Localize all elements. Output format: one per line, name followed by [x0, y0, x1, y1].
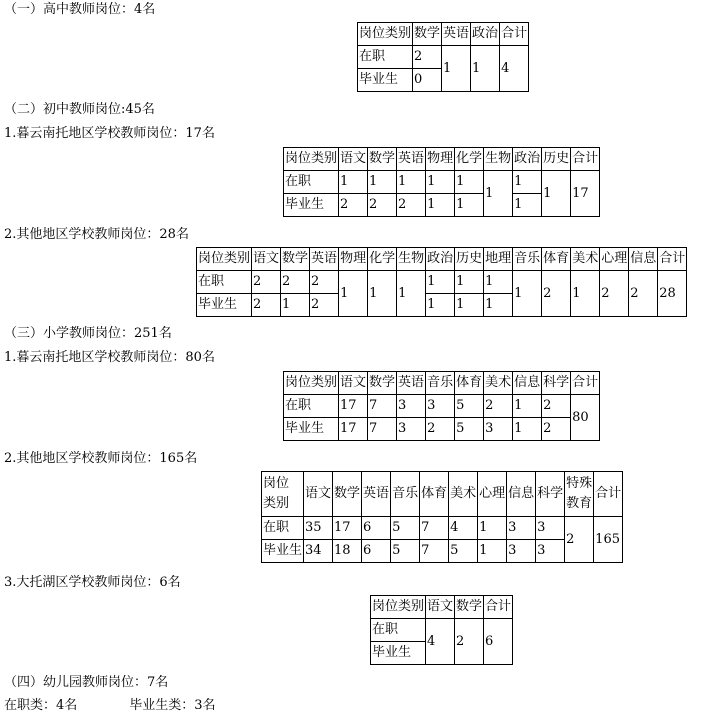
cell: 17	[339, 418, 368, 441]
table-junior-muyun	[283, 147, 600, 217]
header-subject: 英语	[442, 23, 471, 46]
header-category-line2: 类别	[263, 496, 290, 511]
cell: 1	[513, 418, 542, 441]
table-row	[358, 23, 529, 46]
header-subject: 历史	[542, 148, 571, 171]
row-label-grad: 毕业生	[358, 69, 413, 92]
cell: 1	[484, 294, 513, 317]
cell: 5	[449, 540, 478, 563]
cell: 1	[281, 294, 310, 317]
cell: 0	[413, 69, 442, 92]
cell: 6	[362, 540, 391, 563]
cell: 1	[542, 171, 571, 217]
header-total: 合计	[484, 596, 513, 619]
table-row	[358, 46, 529, 69]
cell: 2	[310, 271, 339, 294]
cell: 1	[339, 171, 368, 194]
header-subject: 数学	[455, 596, 484, 619]
subsection-primary-muyun: 1.暮云南托地区学校教师岗位：80名	[4, 350, 215, 365]
cell-total: 28	[658, 271, 687, 317]
cell: 7	[420, 540, 449, 563]
cell: 2	[484, 395, 513, 418]
cell: 17	[339, 395, 368, 418]
cell: 1	[455, 171, 484, 194]
cell-total: 165	[594, 517, 623, 563]
cell: 1	[478, 517, 507, 540]
header-total: 合计	[500, 23, 529, 46]
header-total: 合计	[594, 472, 623, 517]
header-category: 岗位类别	[358, 23, 413, 46]
header-special-line2: 教育	[566, 496, 593, 511]
cell: 1	[471, 46, 500, 92]
section-primary: （三）小学教师岗位：251名	[4, 326, 172, 341]
header-subject: 英语	[397, 372, 426, 395]
table-row	[284, 395, 600, 418]
header-subject: 生物	[484, 148, 513, 171]
header-subject: 政治	[471, 23, 500, 46]
header-subject: 体育	[420, 472, 449, 517]
header-subject: 信息	[513, 372, 542, 395]
header-subject: 英语	[362, 472, 391, 517]
header-subject: 历史	[455, 248, 484, 271]
cell: 2	[542, 271, 571, 317]
cell: 1	[513, 271, 542, 317]
header-category: 岗位类别	[284, 372, 339, 395]
cell: 1	[442, 46, 471, 92]
header-subject: 心理	[478, 472, 507, 517]
header-subject: 化学	[455, 148, 484, 171]
cell: 5	[455, 395, 484, 418]
header-category: 岗位类别	[284, 148, 339, 171]
table-primary-muyun	[283, 371, 600, 441]
header-subject: 信息	[507, 472, 536, 517]
cell: 1	[426, 171, 455, 194]
header-subject: 信息	[629, 248, 658, 271]
cell: 7	[368, 418, 397, 441]
table-row	[284, 148, 600, 171]
row-label-grad: 毕业生	[262, 540, 304, 563]
cell: 3	[397, 418, 426, 441]
cell: 3	[536, 517, 565, 540]
header-subject: 语文	[339, 148, 368, 171]
row-label-onjob: 在职	[197, 271, 252, 294]
cell: 1	[368, 171, 397, 194]
cell: 2	[542, 395, 571, 418]
subsection-primary-other: 2.其他地区学校教师岗位：165名	[4, 451, 198, 466]
cell: 1	[397, 171, 426, 194]
cell-total: 80	[571, 395, 600, 441]
cell: 1	[455, 271, 484, 294]
header-subject: 数学	[281, 248, 310, 271]
row-label-onjob: 在职	[284, 395, 339, 418]
table-primary-datuo	[370, 595, 513, 665]
cell: 3	[426, 395, 455, 418]
header-total: 合计	[571, 372, 600, 395]
cell: 2	[565, 517, 594, 563]
cell: 5	[391, 517, 420, 540]
cell-total: 4	[500, 46, 529, 92]
cell: 1	[513, 395, 542, 418]
table-high-school	[357, 22, 529, 92]
cell: 2	[455, 619, 484, 665]
cell: 5	[455, 418, 484, 441]
table-row	[262, 517, 623, 540]
header-subject: 地理	[484, 248, 513, 271]
row-label-grad: 毕业生	[284, 194, 339, 217]
subsection-junior-other: 2.其他地区学校教师岗位：28名	[4, 227, 189, 242]
cell: 7	[368, 395, 397, 418]
header-category: 岗位类别	[371, 596, 426, 619]
cell: 2	[252, 294, 281, 317]
table-row	[262, 472, 623, 517]
header-subject: 科学	[542, 372, 571, 395]
subsection-junior-muyun: 1.暮云南托地区学校教师岗位：17名	[4, 126, 215, 141]
section-kindergarten: （四）幼儿园教师岗位：7名	[4, 675, 169, 690]
cell: 4	[449, 517, 478, 540]
cell: 5	[391, 540, 420, 563]
cell: 34	[304, 540, 333, 563]
header-subject: 音乐	[513, 248, 542, 271]
table-row	[371, 619, 513, 642]
subsection-primary-datuo: 3.大托湖区学校教师岗位：6名	[4, 575, 181, 590]
header-category-line1: 岗位	[263, 476, 290, 491]
table-row	[371, 596, 513, 619]
row-label-onjob: 在职	[284, 171, 339, 194]
header-subject: 英语	[397, 148, 426, 171]
cell: 6	[362, 517, 391, 540]
cell: 2	[413, 46, 442, 69]
row-label-onjob: 在职	[371, 619, 426, 642]
header-subject: 美术	[484, 372, 513, 395]
cell: 2	[368, 194, 397, 217]
row-label-grad: 毕业生	[197, 294, 252, 317]
header-total: 合计	[658, 248, 687, 271]
section-junior-high: （二）初中教师岗位:45名	[4, 102, 155, 117]
cell: 2	[281, 271, 310, 294]
header-subject: 政治	[513, 148, 542, 171]
cell: 17	[333, 517, 362, 540]
header-subject: 语文	[304, 472, 333, 517]
header-subject: 生物	[397, 248, 426, 271]
header-subject: 美术	[571, 248, 600, 271]
kindergarten-detail: 在职类：4名 毕业生类：3名	[4, 698, 216, 713]
header-category: 岗位类别	[197, 248, 252, 271]
section-high-school: （一）高中教师岗位：4名	[4, 2, 156, 17]
header-subject: 英语	[310, 248, 339, 271]
cell: 1	[484, 271, 513, 294]
cell: 3	[397, 395, 426, 418]
cell: 4	[426, 619, 455, 665]
cell: 35	[304, 517, 333, 540]
table-row	[284, 372, 600, 395]
row-label-onjob: 在职	[358, 46, 413, 69]
row-label-grad: 毕业生	[371, 642, 426, 665]
header-subject: 美术	[449, 472, 478, 517]
cell: 2	[310, 294, 339, 317]
cell: 3	[507, 540, 536, 563]
header-subject: 数学	[368, 372, 397, 395]
cell: 3	[536, 540, 565, 563]
header-subject: 心理	[600, 248, 629, 271]
cell: 2	[252, 271, 281, 294]
header-subject: 体育	[542, 248, 571, 271]
cell: 1	[426, 194, 455, 217]
table-junior-other	[196, 247, 687, 317]
cell: 1	[339, 271, 368, 317]
header-subject: 数学	[333, 472, 362, 517]
cell-total: 17	[571, 171, 600, 217]
header-special-line1: 特殊	[566, 476, 593, 491]
cell: 1	[513, 171, 542, 194]
table-row	[284, 418, 600, 441]
cell: 2	[542, 418, 571, 441]
cell: 1	[478, 540, 507, 563]
table-row	[197, 248, 687, 271]
cell: 1	[455, 294, 484, 317]
table-primary-other	[261, 471, 623, 563]
table-row	[284, 171, 600, 194]
header-subject: 语文	[339, 372, 368, 395]
cell: 1	[513, 194, 542, 217]
header-subject: 科学	[536, 472, 565, 517]
cell: 2	[629, 271, 658, 317]
cell: 1	[484, 171, 513, 217]
row-label-onjob: 在职	[262, 517, 304, 540]
table-row	[197, 271, 687, 294]
cell: 2	[339, 194, 368, 217]
cell: 1	[368, 271, 397, 317]
cell: 2	[397, 194, 426, 217]
header-subject: 物理	[339, 248, 368, 271]
cell: 18	[333, 540, 362, 563]
header-total: 合计	[571, 148, 600, 171]
header-subject: 语文	[252, 248, 281, 271]
cell: 1	[426, 271, 455, 294]
cell: 1	[571, 271, 600, 317]
header-category	[262, 472, 304, 517]
row-label-grad: 毕业生	[284, 418, 339, 441]
header-subject: 化学	[368, 248, 397, 271]
cell: 1	[397, 271, 426, 317]
header-special-education	[565, 472, 594, 517]
header-subject: 数学	[368, 148, 397, 171]
header-subject: 音乐	[426, 372, 455, 395]
header-subject: 音乐	[391, 472, 420, 517]
cell: 3	[507, 517, 536, 540]
cell: 7	[420, 517, 449, 540]
header-subject: 语文	[426, 596, 455, 619]
cell: 1	[455, 194, 484, 217]
cell-total: 6	[484, 619, 513, 665]
header-subject: 物理	[426, 148, 455, 171]
cell: 3	[484, 418, 513, 441]
cell: 2	[426, 418, 455, 441]
cell: 1	[426, 294, 455, 317]
cell: 2	[600, 271, 629, 317]
header-subject: 政治	[426, 248, 455, 271]
header-subject: 体育	[455, 372, 484, 395]
header-subject: 数学	[413, 23, 442, 46]
